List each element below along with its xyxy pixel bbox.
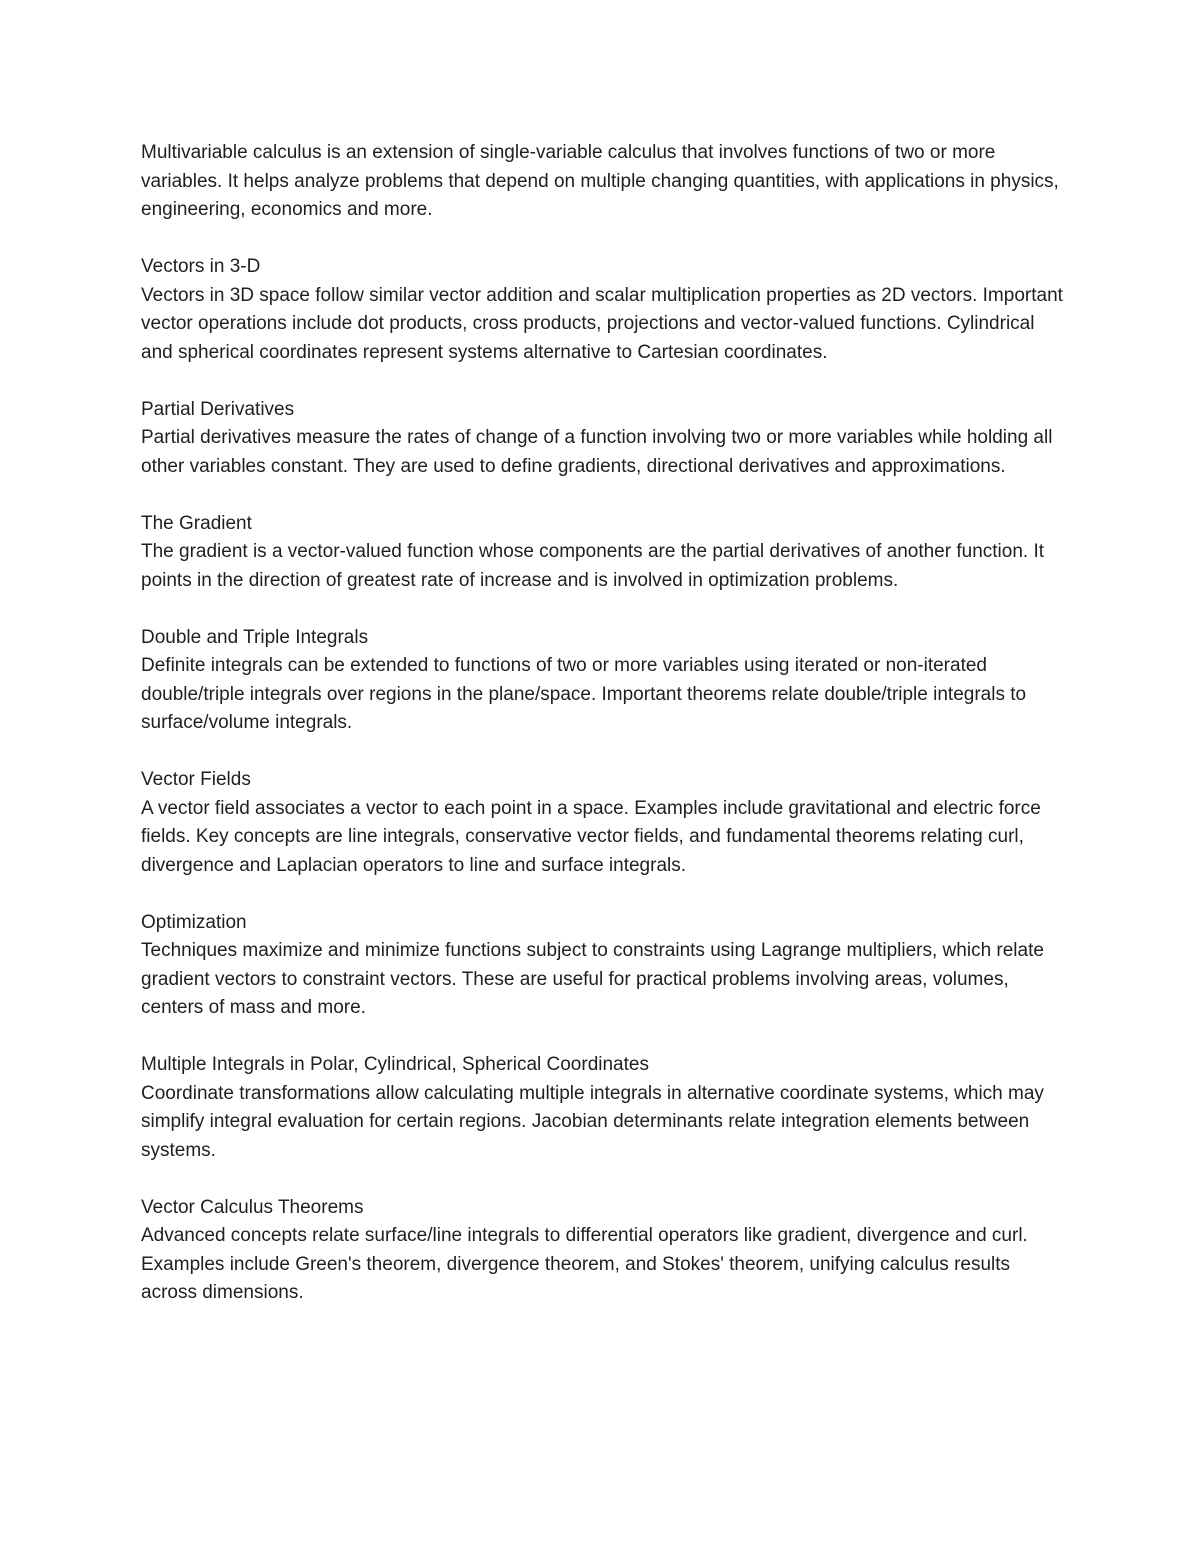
section-vectors-3d [141,253,1071,367]
section-heading: Multiple Integrals in Polar, Cylindrical, Spherical Coordinates [141,1054,649,1075]
document-page [141,139,1071,1336]
section-vector-calculus-theorems [141,1194,1071,1308]
section-vector-fields [141,766,1071,880]
section-heading: The Gradient [141,512,252,534]
section-body: Partial derivatives measure the rates of change of a function involving two or more variables while holding all other variables constant. They are used to define gradients, directional derivatives and approximations. [141,427,1053,477]
section-body: Vectors in 3D space follow similar vector addition and scalar multiplication properties as 2D vectors. Important vector operations include dot products, cross products, projections and vector-valued functions. Cylindrical and spherical coordinates represent systems alternative to Cartesian coordinates. [141,284,1063,363]
section-body: Definite integrals can be extended to functions of two or more variables using iterated or non-iterated double/triple integrals over regions in the plane/space. Important theorems relate double/triple integrals to surface/volume integrals. [141,655,1027,733]
section-heading: Partial Derivatives [141,398,295,420]
section-optimization [141,909,1071,1023]
section-heading: Optimization [141,911,247,933]
section-heading: Vectors in 3-D [141,256,261,277]
section-multiple-integrals-coordinates [141,1051,1071,1165]
section-body: Coordinate transformations allow calculating multiple integrals in alternative coordinate systems, which may simplify integral evaluation for certain regions. Jacobian determinants relate integration elements between systems. [141,1082,1044,1161]
section-body: Techniques maximize and minimize functions subject to constraints using Lagrange multipliers, which relate gradient vectors to constraint vectors. These are useful for practical problems involving areas, volumes, centers of mass and more. [141,940,1044,1018]
section-double-triple-integrals [141,624,1071,738]
intro-paragraph: Multivariable calculus is an extension of single-variable calculus that involves functions of two or more variables. It helps analyze problems that depend on multiple changing quantities, with applications in physics, engineering, economics and more. [141,142,1059,220]
section-body: The gradient is a vector-valued function whose components are the partial derivatives of another function. It points in the direction of greatest rate of increase and is involved in optimization problems. [141,541,1045,591]
section-heading: Double and Triple Integrals [141,626,369,648]
section-heading: Vector Calculus Theorems [141,1196,364,1218]
section-gradient [141,510,1071,596]
section-heading: Vector Fields [141,769,251,790]
section-partial-derivatives [141,396,1071,482]
section-body: A vector field associates a vector to each point in a space. Examples include gravitational and electric force fields. Key concepts are line integrals, conservative vector fields, and fundamental theorems relating curl, divergence and Laplacian operators to line and surface integrals. [141,797,1041,876]
section-body: Advanced concepts relate surface/line integrals to differential operators like gradient, divergence and curl. Examples include Green's theorem, divergence theorem, and Stokes' theorem, unifying calculus results across dimensions. [141,1225,1028,1303]
